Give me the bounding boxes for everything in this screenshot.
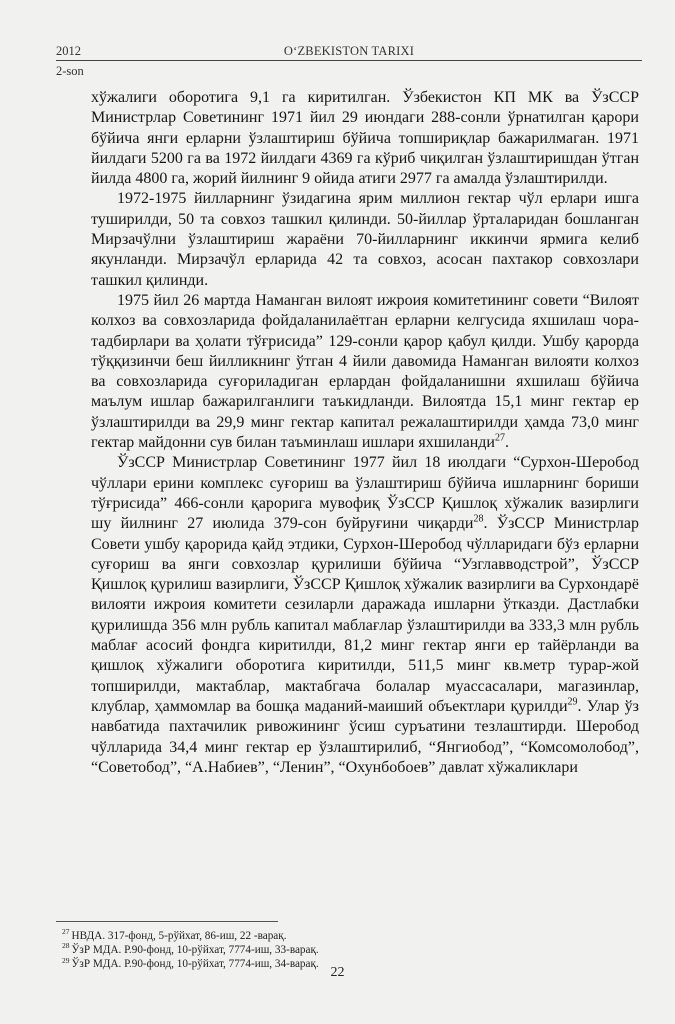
- paragraph-text: . Улар ўз навбатида пахтачилик ривожининг ўсиш суръатини тезлаштирди. Шеробод чўлларида 34,4 минг гектар ер ўзлаштирилиб, “Янгиобод”, “Комсомолобод”, “Советобод”, “А.Набиев”, “Ленин”, “Охунбобоев” давлат хўжаликлари: [91, 697, 639, 776]
- footnote-number: 27: [62, 927, 70, 937]
- footnote: [62, 943, 582, 957]
- header-year: 2012: [56, 44, 81, 58]
- paragraph-text: ЎзССР Министрлар Советининг 1977 йил 18 июлдаги “Сурхон-Шеробод чўллари ерини комплекс суғориш ва ўзлаштириш бўйича ишларнинг бориши тўғрисида” 466-сонли қарорига мувофиқ ЎзССР Қишлоқ хўжалик вазирлиги шу йилнинг 27 июлида 379-сон буйруғини чиқарди: [91, 454, 639, 533]
- paragraph-text: 1975 йил 26 мартда Наманган вилоят ижроия комитетининг совети “Вилоят колхоз ва совхозларида фойдаланилаётган ерларни келгусида яхшилаш чора-тадбирлари ва ҳолати тўғрисида” 129-сонли қарор қабул қилди. Ушбу қарорда тўққизинчи беш йилликнинг ўтган 4 йили давомида Наманган вилояти колхоз ва совхозларида суғориладиган ерлардан фойдаланишни яхшилаш бўйича маълум ишлар бажарилганлиги таъкидланди. Вилоятда 15,1 минг гектар ер ўзлаштирилди ва 29,9 минг гектар капитал режалаштирилди ҳамда 73,0 минг гектар майдонни сув билан таъминлаш ишлари яхшиланди: [91, 291, 639, 452]
- footnote-rule: [56, 921, 278, 922]
- footnote-text: НВДА. 317-фонд, 5-рўйхат, 86-иш, 22 -варақ.: [71, 930, 287, 942]
- page-number: 22: [330, 965, 345, 980]
- paragraph-text: 1972-1975 йилларнинг ўзидагина ярим миллион гектар чўл ерлари ишга туширилди, 50 та совхоз ташкил қилинди. 50-йиллар ўрталаридан бошланган Мирзачўлни ўзлаштириш жараёни 70-йилларнинг иккинчи ярмига келиб якунланди. Мирзачўл ерларида 42 та совхоз, асосан пахтакор совхозлари ташкил қилинди.: [91, 190, 639, 289]
- header-rule: [56, 60, 642, 61]
- footnote-reference: 29: [567, 696, 578, 708]
- paragraph-text: .: [504, 434, 509, 452]
- footnote-text: ЎзР МДА. Р.90-фонд, 10-рўйхат, 7774-иш, 34-варақ.: [71, 958, 319, 971]
- footnote: [62, 929, 582, 943]
- paragraph-text: . ЎзССР Министрлар Совети ушбу қарорида қайд этдики, Сурхон-Шеробод чўлларидаги бўз ерларни суғориш ва янги совхозлар қурилиши бўйича “Узглавводстрой”, ЎзССР Қишлоқ қурилиш вазирлиги, ЎзССР Қишлоқ хўжалик вазирлиги ва Сурхондарё вилояти ижроия комитети сезиларли даражада ишларни ўтказди. Дастлабки қурилишда 356 млн рубль капитал маблағлар ўзлаштирилди ва 333,3 млн рубль маблағ асосий фондга киритилди, 81,2 минг гектар янги ер тайёрланди ва қишлоқ хўжалиги оборотига киритилди, 511,5 минг кв.метр турар-жой топширилди, мактаблар, мактабгача болалар муассасалари, магазинлар, клублар, ҳаммомлар ва бошқа маданий-маиший объектлари қурилди: [91, 515, 640, 715]
- footnote-number: 28: [62, 941, 70, 951]
- footnote-reference: 27: [494, 432, 505, 444]
- body-paragraph: [91, 453, 639, 778]
- body-paragraph: [91, 88, 639, 189]
- footnote-text: ЎзР МДА. Р.90-фонд, 10-рўйхат, 7774-иш, 33-варақ.: [71, 944, 319, 957]
- header-journal-title: O‘ZBEKISTON TARIXI: [283, 44, 415, 58]
- header-issue: 2-son: [56, 64, 84, 78]
- paragraph-text: хўжалиги оборотига 9,1 га киритилган. Ўзбекистон КП МК ва ЎзССР Министрлар Советининг 1971 йил 29 июндаги 288-сонли ўрнатилган қарори бўйича янги ерларни ўзлаштириш бўйича топшириқлар бажарилмаган. 1971 йилдаги 5200 га ва 1972 йилдаги 4369 га кўриб чиқилган ўзлаштиришдан ўтган йилда 4800 га, жорий йилнинг 9 ойида атиги 2977 га амалда ўзлаштирилди.: [91, 89, 639, 188]
- body-paragraph: [91, 291, 639, 453]
- body-text: [91, 88, 639, 778]
- body-paragraph: [91, 189, 639, 290]
- footnote-number: 29: [62, 955, 70, 965]
- footnote-reference: 28: [473, 513, 484, 525]
